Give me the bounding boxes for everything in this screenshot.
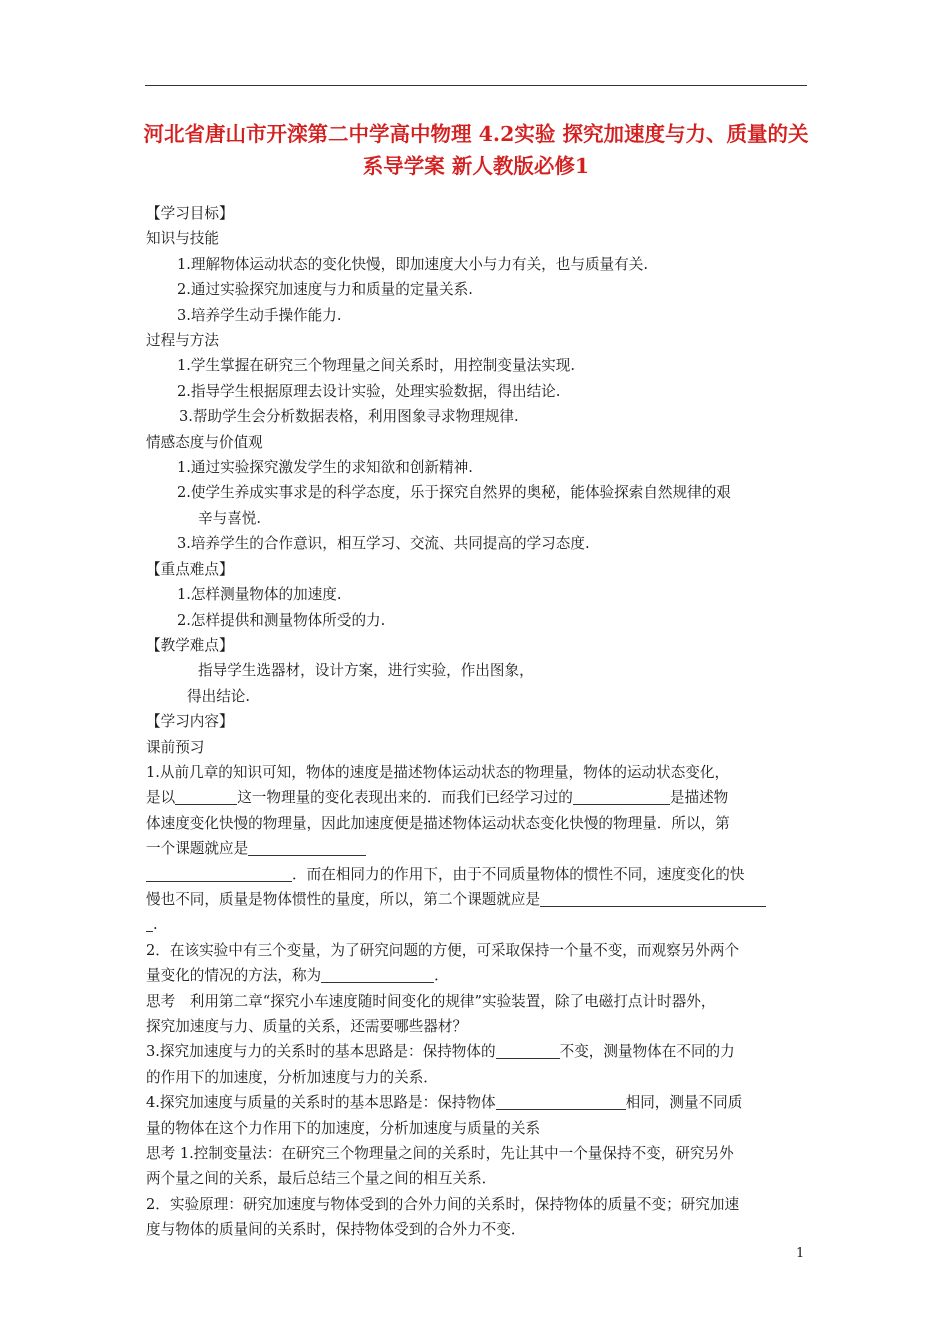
list-item: 3.帮助学生会分析数据表格，利用图象寻求物理规律.	[179, 408, 519, 426]
list-item: 2.怎样提供和测量物体所受的力.	[177, 611, 386, 629]
answer-blank[interactable]	[146, 915, 153, 932]
question-line	[146, 785, 808, 810]
text-fragment: 是以	[146, 789, 176, 807]
text-fragment: 慢也不同，质量是物体惯性的量度，所以，第二个课题就应是	[146, 890, 541, 908]
question-line: 2．在该实验中有三个变量，为了研究问题的方便，可采取保持一个量不变，而观察另外两个	[146, 941, 740, 959]
list-item: 2.指导学生根据原理去设计实验，处理实验数据，得出结论.	[177, 382, 561, 400]
text-fragment: 不变，测量物体在不同的力	[559, 1043, 735, 1061]
thinking-prompt: 探究加速度与力、质量的关系，还需要哪些器材？	[146, 1018, 468, 1035]
text-fragment: 这一物理量的变化表现出来的．而我们已经学习过的	[237, 789, 573, 807]
section-heading-teaching-difficulty: 【教学难点】	[146, 636, 234, 654]
answer-blank[interactable]	[496, 1093, 626, 1110]
question-line	[146, 963, 808, 988]
thinking-answer: 思考 1.控制变量法：在研究三个物理量之间的关系时，先让其中一个量保持不变，研究另外	[146, 1145, 734, 1163]
subheading-attitude: 情感态度与价值观	[146, 433, 263, 451]
list-item: 3.培养学生的合作意识，相互学习、交流、共同提高的学习态度.	[177, 535, 590, 553]
question-line: 的作用下的加速度，分析加速度与力的关系．	[146, 1068, 438, 1086]
thinking-answer: 两个量之间的关系，最后总结三个量之间的相互关系．	[146, 1170, 497, 1188]
text-fragment: ．	[434, 967, 449, 985]
text-fragment: 相同，测量不同质	[625, 1094, 743, 1112]
list-item: 1.怎样测量物体的加速度.	[177, 586, 342, 604]
question-line: 体速度变化快慢的物理量，因此加速度便是描述物体运动状态变化快慢的物理量．所以，第	[146, 814, 730, 832]
question-line	[146, 836, 808, 861]
section-heading-objectives: 【学习目标】	[146, 205, 234, 222]
thinking-prompt: 思考 利用第二章“探究小车速度随时间变化的规律”实验装置，除了电磁打点计时器外，	[146, 992, 716, 1010]
question-line	[146, 1090, 808, 1115]
text-fragment: 是描述物	[669, 789, 729, 807]
document-title: 河北省唐山市开滦第二中学高中物理 4.2实验 探究加速度与力、质量的关系导学案 新人教版必修1	[143, 122, 809, 178]
list-item: 1.通过实验探究激发学生的求知欲和创新精神.	[177, 459, 473, 477]
text-fragment: ．而在相同力的作用下，由于不同质量物体的惯性不同，速度变化的快	[292, 865, 745, 883]
answer-blank[interactable]	[175, 788, 237, 805]
text-fragment: 一个课题就应是	[146, 840, 249, 858]
text-fragment: 量变化的情况的方法，称为	[146, 967, 322, 985]
thinking-answer: 度与物体的质量间的关系时，保持物体受到的合外力不变．	[146, 1221, 526, 1239]
list-item-continued: 辛与喜悦.	[198, 509, 262, 527]
question-line	[146, 912, 808, 937]
answer-blank[interactable]	[496, 1042, 560, 1059]
answer-blank[interactable]	[248, 839, 366, 856]
list-item: 1.学生掌握在研究三个物理量之间关系时，用控制变量法实现.	[177, 357, 576, 375]
list-item: 1.理解物体运动状态的变化快慢，即加速度大小与力有关，也与质量有关.	[177, 255, 648, 273]
text-fragment: 4.探究加速度与质量的关系时的基本思路是：保持物体	[146, 1094, 496, 1112]
section-heading-key-points: 【重点难点】	[146, 560, 234, 578]
question-line: 量的物体在这个力作用下的加速度，分析加速度与质量的关系	[146, 1119, 541, 1137]
subheading-preview: 课前预习	[146, 738, 205, 756]
paragraph-line: 指导学生选器材，设计方案，进行实验，作出图象，	[198, 662, 534, 680]
text-fragment: 3.探究加速度与力的关系时的基本思路是：保持物体的	[146, 1043, 496, 1061]
answer-blank[interactable]	[573, 788, 670, 805]
question-line	[146, 887, 808, 912]
answer-blank[interactable]	[146, 865, 292, 882]
answer-blank[interactable]	[540, 890, 766, 907]
subheading-process: 过程与方法	[146, 332, 219, 350]
subheading-knowledge: 知识与技能	[146, 230, 219, 248]
page-number: 1	[796, 1246, 805, 1261]
thinking-answer: 2．实验原理：研究加速度与物体受到的合外力间的关系时，保持物体的质量不变；研究加速	[146, 1195, 740, 1213]
top-rule	[145, 85, 807, 86]
document-body	[146, 201, 808, 1243]
text-fragment: .	[153, 916, 158, 934]
question-line: 1.从前几章的知识可知，物体的速度是描述物体运动状态的物理量，物体的运动状态变化，	[146, 763, 730, 781]
section-heading-content: 【学习内容】	[146, 713, 234, 731]
paragraph-line: 得出结论.	[187, 687, 251, 705]
list-item: 3.培养学生动手操作能力.	[177, 306, 342, 324]
list-item: 2.使学生养成实事求是的科学态度，乐于探究自然界的奥秘，能体验探索自然规律的艰	[177, 484, 731, 502]
question-line	[146, 862, 808, 887]
question-line	[146, 1039, 808, 1064]
list-item: 2.通过实验探究加速度与力和质量的定量关系.	[177, 281, 473, 299]
answer-blank[interactable]	[321, 966, 434, 983]
